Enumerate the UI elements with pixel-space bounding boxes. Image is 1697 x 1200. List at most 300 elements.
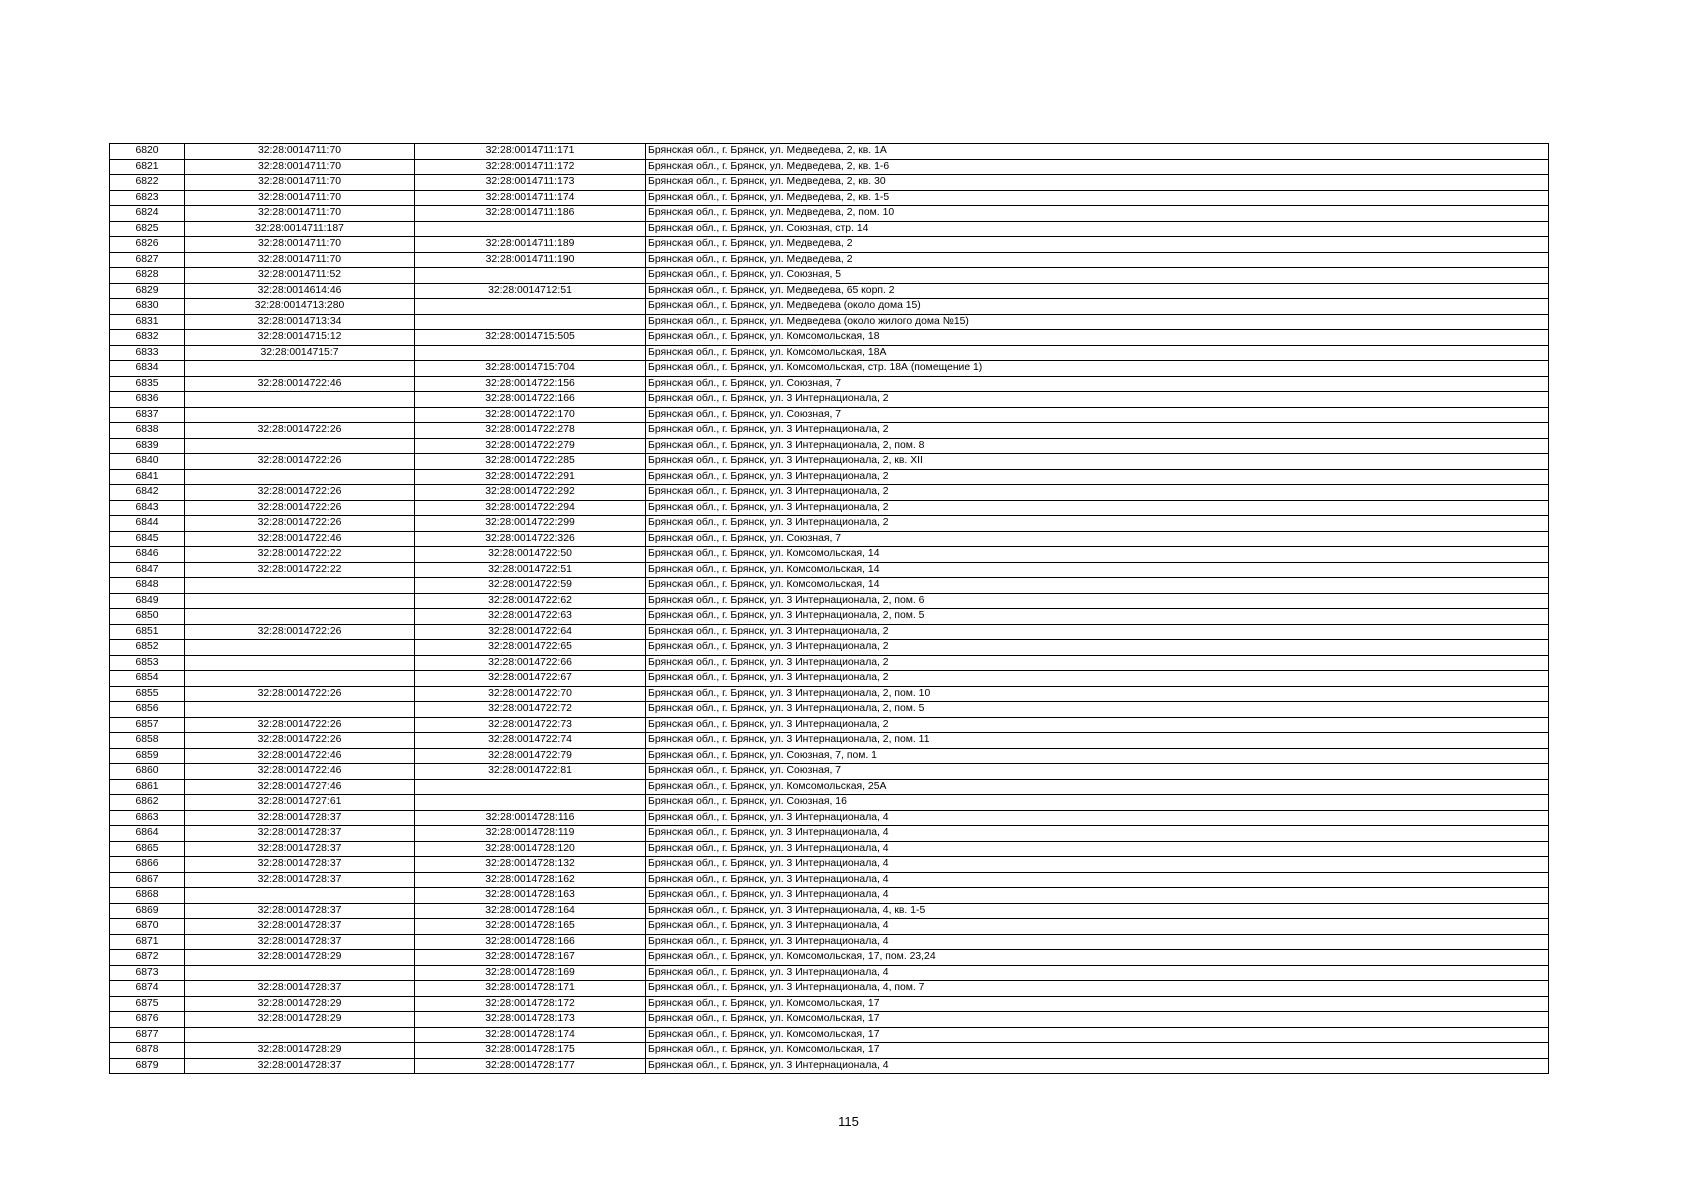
address-cell: Брянская обл., г. Брянск, ул. 3 Интернационала, 2, пом. 5	[646, 702, 1549, 718]
row-number-cell: 6860	[110, 764, 185, 780]
row-number-cell: 6871	[110, 934, 185, 950]
cadastral-number-cell: 32:28:0014711:186	[415, 206, 646, 222]
table-row	[110, 438, 1549, 454]
table-row	[110, 903, 1549, 919]
row-number-cell: 6837	[110, 407, 185, 423]
cadastral-number-cell	[415, 795, 646, 811]
cadastral-number-cell: 32:28:0014728:169	[415, 965, 646, 981]
address-cell: Брянская обл., г. Брянск, ул. Комсомольская, 17	[646, 1027, 1549, 1043]
row-number-cell: 6849	[110, 593, 185, 609]
table-row	[110, 686, 1549, 702]
row-number-cell: 6857	[110, 717, 185, 733]
parent-cadastral-number-cell	[185, 1027, 415, 1043]
table-row	[110, 237, 1549, 253]
cadastral-number-cell: 32:28:0014722:79	[415, 748, 646, 764]
address-cell: Брянская обл., г. Брянск, ул. Комсомольская, 14	[646, 547, 1549, 563]
parent-cadastral-number-cell: 32:28:0014728:37	[185, 857, 415, 873]
cadastral-number-cell: 32:28:0014722:156	[415, 376, 646, 392]
table-row	[110, 996, 1549, 1012]
row-number-cell: 6821	[110, 159, 185, 175]
address-cell: Брянская обл., г. Брянск, ул. Комсомольская, 17	[646, 1012, 1549, 1028]
property-registry-table	[109, 143, 1549, 1074]
row-number-cell: 6851	[110, 624, 185, 640]
table-row	[110, 593, 1549, 609]
address-cell: Брянская обл., г. Брянск, ул. Медведева, 2, кв. 1-5	[646, 190, 1549, 206]
table-row	[110, 826, 1549, 842]
table-row	[110, 469, 1549, 485]
address-cell: Брянская обл., г. Брянск, ул. Медведева, 2, кв. 1-6	[646, 159, 1549, 175]
parent-cadastral-number-cell: 32:28:0014715:12	[185, 330, 415, 346]
table-row	[110, 934, 1549, 950]
address-cell: Брянская обл., г. Брянск, ул. Комсомольская, 18	[646, 330, 1549, 346]
parent-cadastral-number-cell: 32:28:0014728:29	[185, 996, 415, 1012]
parent-cadastral-number-cell: 32:28:0014711:70	[185, 206, 415, 222]
parent-cadastral-number-cell: 32:28:0014722:22	[185, 562, 415, 578]
row-number-cell: 6830	[110, 299, 185, 315]
table-row	[110, 268, 1549, 284]
address-cell: Брянская обл., г. Брянск, ул. 3 Интернационала, 2, кв. XII	[646, 454, 1549, 470]
address-cell: Брянская обл., г. Брянск, ул. Союзная, 5	[646, 268, 1549, 284]
row-number-cell: 6853	[110, 655, 185, 671]
address-cell: Брянская обл., г. Брянск, ул. Медведева, 2	[646, 237, 1549, 253]
row-number-cell: 6846	[110, 547, 185, 563]
cadastral-number-cell: 32:28:0014715:704	[415, 361, 646, 377]
address-cell: Брянская обл., г. Брянск, ул. Союзная, 16	[646, 795, 1549, 811]
cadastral-number-cell: 32:28:0014728:165	[415, 919, 646, 935]
cadastral-number-cell: 32:28:0014722:70	[415, 686, 646, 702]
parent-cadastral-number-cell: 32:28:0014728:37	[185, 810, 415, 826]
address-cell: Брянская обл., г. Брянск, ул. Медведева, 2, кв. 1А	[646, 144, 1549, 160]
table-row	[110, 314, 1549, 330]
table-row	[110, 190, 1549, 206]
address-cell: Брянская обл., г. Брянск, ул. Союзная, 7	[646, 376, 1549, 392]
row-number-cell: 6867	[110, 872, 185, 888]
address-cell: Брянская обл., г. Брянск, ул. 3 Интернационала, 2	[646, 516, 1549, 532]
cadastral-number-cell	[415, 314, 646, 330]
table-row	[110, 965, 1549, 981]
address-cell: Брянская обл., г. Брянск, ул. 3 Интернационала, 2	[646, 423, 1549, 439]
address-cell: Брянская обл., г. Брянск, ул. Медведева, 65 корп. 2	[646, 283, 1549, 299]
table-row	[110, 392, 1549, 408]
cadastral-number-cell: 32:28:0014728:174	[415, 1027, 646, 1043]
address-cell: Брянская обл., г. Брянск, ул. 3 Интернационала, 4	[646, 1058, 1549, 1074]
parent-cadastral-number-cell	[185, 593, 415, 609]
parent-cadastral-number-cell: 32:28:0014728:37	[185, 919, 415, 935]
table-row	[110, 330, 1549, 346]
cadastral-number-cell: 32:28:0014728:172	[415, 996, 646, 1012]
address-cell: Брянская обл., г. Брянск, ул. 3 Интернационала, 2	[646, 624, 1549, 640]
parent-cadastral-number-cell: 32:28:0014722:26	[185, 733, 415, 749]
row-number-cell: 6826	[110, 237, 185, 253]
cadastral-number-cell	[415, 268, 646, 284]
address-cell: Брянская обл., г. Брянск, ул. 3 Интернационала, 4	[646, 965, 1549, 981]
row-number-cell: 6834	[110, 361, 185, 377]
address-cell: Брянская обл., г. Брянск, ул. Комсомольская, 18А	[646, 345, 1549, 361]
table-row	[110, 702, 1549, 718]
row-number-cell: 6854	[110, 671, 185, 687]
row-number-cell: 6872	[110, 950, 185, 966]
table-row	[110, 500, 1549, 516]
address-cell: Брянская обл., г. Брянск, ул. 3 Интернационала, 4, пом. 7	[646, 981, 1549, 997]
cadastral-number-cell: 32:28:0014728:173	[415, 1012, 646, 1028]
address-cell: Брянская обл., г. Брянск, ул. Союзная, 7	[646, 764, 1549, 780]
parent-cadastral-number-cell: 32:28:0014711:52	[185, 268, 415, 284]
parent-cadastral-number-cell	[185, 702, 415, 718]
cadastral-number-cell: 32:28:0014722:294	[415, 500, 646, 516]
row-number-cell: 6838	[110, 423, 185, 439]
parent-cadastral-number-cell: 32:28:0014727:46	[185, 779, 415, 795]
row-number-cell: 6828	[110, 268, 185, 284]
parent-cadastral-number-cell: 32:28:0014728:37	[185, 903, 415, 919]
cadastral-number-cell: 32:28:0014722:64	[415, 624, 646, 640]
address-cell: Брянская обл., г. Брянск, ул. Союзная, 7, пом. 1	[646, 748, 1549, 764]
address-cell: Брянская обл., г. Брянск, ул. 3 Интернационала, 2	[646, 671, 1549, 687]
cadastral-number-cell: 32:28:0014728:163	[415, 888, 646, 904]
cadastral-number-cell: 32:28:0014722:285	[415, 454, 646, 470]
cadastral-number-cell: 32:28:0014722:74	[415, 733, 646, 749]
table-row	[110, 407, 1549, 423]
parent-cadastral-number-cell	[185, 655, 415, 671]
parent-cadastral-number-cell	[185, 438, 415, 454]
cadastral-number-cell: 32:28:0014728:177	[415, 1058, 646, 1074]
cadastral-number-cell: 32:28:0014712:51	[415, 283, 646, 299]
row-number-cell: 6822	[110, 175, 185, 191]
address-cell: Брянская обл., г. Брянск, ул. 3 Интернационала, 2, пом. 10	[646, 686, 1549, 702]
cadastral-number-cell: 32:28:0014728:166	[415, 934, 646, 950]
table-row	[110, 609, 1549, 625]
cadastral-number-cell: 32:28:0014728:132	[415, 857, 646, 873]
cadastral-number-cell: 32:28:0014722:65	[415, 640, 646, 656]
parent-cadastral-number-cell: 32:28:0014722:26	[185, 454, 415, 470]
parent-cadastral-number-cell: 32:28:0014722:26	[185, 516, 415, 532]
parent-cadastral-number-cell: 32:28:0014722:46	[185, 376, 415, 392]
row-number-cell: 6877	[110, 1027, 185, 1043]
table-row	[110, 748, 1549, 764]
parent-cadastral-number-cell: 32:28:0014722:26	[185, 485, 415, 501]
cadastral-number-cell: 32:28:0014722:81	[415, 764, 646, 780]
cadastral-number-cell: 32:28:0014722:73	[415, 717, 646, 733]
parent-cadastral-number-cell	[185, 578, 415, 594]
row-number-cell: 6878	[110, 1043, 185, 1059]
table-row	[110, 531, 1549, 547]
row-number-cell: 6873	[110, 965, 185, 981]
parent-cadastral-number-cell: 32:28:0014711:70	[185, 190, 415, 206]
address-cell: Брянская обл., г. Брянск, ул. 3 Интернационала, 4	[646, 810, 1549, 826]
row-number-cell: 6863	[110, 810, 185, 826]
table-row	[110, 981, 1549, 997]
address-cell: Брянская обл., г. Брянск, ул. Комсомольская, 14	[646, 578, 1549, 594]
table-row	[110, 640, 1549, 656]
cadastral-number-cell: 32:28:0014722:59	[415, 578, 646, 594]
row-number-cell: 6875	[110, 996, 185, 1012]
parent-cadastral-number-cell: 32:28:0014728:37	[185, 934, 415, 950]
address-cell: Брянская обл., г. Брянск, ул. 3 Интернационала, 4	[646, 872, 1549, 888]
table-row	[110, 578, 1549, 594]
parent-cadastral-number-cell: 32:28:0014713:34	[185, 314, 415, 330]
address-cell: Брянская обл., г. Брянск, ул. Комсомольская, стр. 18А (помещение 1)	[646, 361, 1549, 377]
parent-cadastral-number-cell: 32:28:0014711:70	[185, 144, 415, 160]
cadastral-number-cell: 32:28:0014711:174	[415, 190, 646, 206]
row-number-cell: 6845	[110, 531, 185, 547]
parent-cadastral-number-cell	[185, 392, 415, 408]
cadastral-number-cell: 32:28:0014722:291	[415, 469, 646, 485]
parent-cadastral-number-cell	[185, 609, 415, 625]
cadastral-number-cell: 32:28:0014722:326	[415, 531, 646, 547]
cadastral-number-cell: 32:28:0014722:62	[415, 593, 646, 609]
address-cell: Брянская обл., г. Брянск, ул. 3 Интернационала, 4	[646, 888, 1549, 904]
table-row	[110, 206, 1549, 222]
table-row	[110, 810, 1549, 826]
parent-cadastral-number-cell: 32:28:0014722:22	[185, 547, 415, 563]
parent-cadastral-number-cell: 32:28:0014711:70	[185, 252, 415, 268]
parent-cadastral-number-cell: 32:28:0014728:37	[185, 1058, 415, 1074]
cadastral-number-cell	[415, 779, 646, 795]
address-cell: Брянская обл., г. Брянск, ул. 3 Интернационала, 2	[646, 392, 1549, 408]
cadastral-number-cell: 32:28:0014722:72	[415, 702, 646, 718]
cadastral-number-cell: 32:28:0014728:120	[415, 841, 646, 857]
row-number-cell: 6876	[110, 1012, 185, 1028]
cadastral-number-cell: 32:28:0014711:173	[415, 175, 646, 191]
address-cell: Брянская обл., г. Брянск, ул. 3 Интернационала, 2	[646, 640, 1549, 656]
cadastral-number-cell	[415, 345, 646, 361]
table-row	[110, 1043, 1549, 1059]
cadastral-number-cell: 32:28:0014722:67	[415, 671, 646, 687]
parent-cadastral-number-cell: 32:28:0014727:61	[185, 795, 415, 811]
table-row	[110, 950, 1549, 966]
parent-cadastral-number-cell: 32:28:0014728:37	[185, 981, 415, 997]
cadastral-number-cell: 32:28:0014728:164	[415, 903, 646, 919]
row-number-cell: 6833	[110, 345, 185, 361]
row-number-cell: 6824	[110, 206, 185, 222]
row-number-cell: 6874	[110, 981, 185, 997]
cadastral-number-cell: 32:28:0014722:299	[415, 516, 646, 532]
table-row	[110, 795, 1549, 811]
row-number-cell: 6842	[110, 485, 185, 501]
row-number-cell: 6832	[110, 330, 185, 346]
parent-cadastral-number-cell	[185, 407, 415, 423]
parent-cadastral-number-cell: 32:28:0014711:70	[185, 237, 415, 253]
address-cell: Брянская обл., г. Брянск, ул. Комсомольская, 17	[646, 996, 1549, 1012]
table-row	[110, 841, 1549, 857]
row-number-cell: 6840	[110, 454, 185, 470]
address-cell: Брянская обл., г. Брянск, ул. Союзная, 7	[646, 407, 1549, 423]
cadastral-number-cell: 32:28:0014711:172	[415, 159, 646, 175]
parent-cadastral-number-cell: 32:28:0014728:29	[185, 1043, 415, 1059]
address-cell: Брянская обл., г. Брянск, ул. Союзная, 7	[646, 531, 1549, 547]
address-cell: Брянская обл., г. Брянск, ул. Комсомольская, 17, пом. 23,24	[646, 950, 1549, 966]
table-row	[110, 1058, 1549, 1074]
parent-cadastral-number-cell	[185, 965, 415, 981]
table-row	[110, 345, 1549, 361]
row-number-cell: 6844	[110, 516, 185, 532]
row-number-cell: 6829	[110, 283, 185, 299]
parent-cadastral-number-cell	[185, 671, 415, 687]
parent-cadastral-number-cell: 32:28:0014728:37	[185, 841, 415, 857]
table-row	[110, 1027, 1549, 1043]
row-number-cell: 6859	[110, 748, 185, 764]
page-number: 115	[838, 1114, 859, 1129]
row-number-cell: 6820	[110, 144, 185, 160]
address-cell: Брянская обл., г. Брянск, ул. Союзная, стр. 14	[646, 221, 1549, 237]
row-number-cell: 6827	[110, 252, 185, 268]
address-cell: Брянская обл., г. Брянск, ул. 3 Интернационала, 2, пом. 6	[646, 593, 1549, 609]
table-row	[110, 283, 1549, 299]
cadastral-number-cell: 32:28:0014722:50	[415, 547, 646, 563]
address-cell: Брянская обл., г. Брянск, ул. 3 Интернационала, 2	[646, 485, 1549, 501]
cadastral-number-cell: 32:28:0014711:189	[415, 237, 646, 253]
row-number-cell: 6831	[110, 314, 185, 330]
row-number-cell: 6879	[110, 1058, 185, 1074]
address-cell: Брянская обл., г. Брянск, ул. 3 Интернационала, 2, пом. 8	[646, 438, 1549, 454]
parent-cadastral-number-cell: 32:28:0014722:26	[185, 717, 415, 733]
cadastral-number-cell: 32:28:0014728:171	[415, 981, 646, 997]
cadastral-number-cell: 32:28:0014722:278	[415, 423, 646, 439]
address-cell: Брянская обл., г. Брянск, ул. 3 Интернационала, 2	[646, 469, 1549, 485]
row-number-cell: 6865	[110, 841, 185, 857]
parent-cadastral-number-cell: 32:28:0014722:26	[185, 423, 415, 439]
table-row	[110, 919, 1549, 935]
parent-cadastral-number-cell: 32:28:0014715:7	[185, 345, 415, 361]
table-row	[110, 485, 1549, 501]
address-cell: Брянская обл., г. Брянск, ул. 3 Интернационала, 2	[646, 500, 1549, 516]
address-cell: Брянская обл., г. Брянск, ул. 3 Интернационала, 4	[646, 919, 1549, 935]
address-cell: Брянская обл., г. Брянск, ул. 3 Интернационала, 4	[646, 826, 1549, 842]
address-cell: Брянская обл., г. Брянск, ул. 3 Интернационала, 4, кв. 1-5	[646, 903, 1549, 919]
parent-cadastral-number-cell: 32:28:0014722:26	[185, 624, 415, 640]
row-number-cell: 6841	[110, 469, 185, 485]
address-cell: Брянская обл., г. Брянск, ул. Комсомольская, 25А	[646, 779, 1549, 795]
row-number-cell: 6861	[110, 779, 185, 795]
address-cell: Брянская обл., г. Брянск, ул. Медведева, 2, кв. 30	[646, 175, 1549, 191]
parent-cadastral-number-cell: 32:28:0014711:70	[185, 159, 415, 175]
parent-cadastral-number-cell: 32:28:0014614:46	[185, 283, 415, 299]
cadastral-number-cell: 32:28:0014728:162	[415, 872, 646, 888]
table-row	[110, 252, 1549, 268]
row-number-cell: 6868	[110, 888, 185, 904]
table-row	[110, 175, 1549, 191]
table-row	[110, 888, 1549, 904]
table-row	[110, 624, 1549, 640]
table-row	[110, 764, 1549, 780]
row-number-cell: 6864	[110, 826, 185, 842]
row-number-cell: 6856	[110, 702, 185, 718]
table-row	[110, 733, 1549, 749]
row-number-cell: 6825	[110, 221, 185, 237]
table-row	[110, 221, 1549, 237]
address-cell: Брянская обл., г. Брянск, ул. Медведева, 2, пом. 10	[646, 206, 1549, 222]
cadastral-number-cell: 32:28:0014722:63	[415, 609, 646, 625]
table-row	[110, 562, 1549, 578]
address-cell: Брянская обл., г. Брянск, ул. Комсомольская, 14	[646, 562, 1549, 578]
row-number-cell: 6866	[110, 857, 185, 873]
parent-cadastral-number-cell: 32:28:0014722:46	[185, 764, 415, 780]
cadastral-number-cell: 32:28:0014711:171	[415, 144, 646, 160]
row-number-cell: 6835	[110, 376, 185, 392]
address-cell: Брянская обл., г. Брянск, ул. 3 Интернационала, 4	[646, 934, 1549, 950]
address-cell: Брянская обл., г. Брянск, ул. 3 Интернационала, 2	[646, 717, 1549, 733]
cadastral-number-cell: 32:28:0014715:505	[415, 330, 646, 346]
cadastral-number-cell: 32:28:0014722:51	[415, 562, 646, 578]
parent-cadastral-number-cell: 32:28:0014722:46	[185, 531, 415, 547]
cadastral-number-cell: 32:28:0014711:190	[415, 252, 646, 268]
address-cell: Брянская обл., г. Брянск, ул. Медведева, 2	[646, 252, 1549, 268]
address-cell: Брянская обл., г. Брянск, ул. 3 Интернационала, 4	[646, 857, 1549, 873]
row-number-cell: 6848	[110, 578, 185, 594]
row-number-cell: 6855	[110, 686, 185, 702]
parent-cadastral-number-cell: 32:28:0014722:26	[185, 500, 415, 516]
table-row	[110, 144, 1549, 160]
address-cell: Брянская обл., г. Брянск, ул. 3 Интернационала, 4	[646, 841, 1549, 857]
cadastral-number-cell: 32:28:0014728:175	[415, 1043, 646, 1059]
parent-cadastral-number-cell	[185, 640, 415, 656]
table-row	[110, 376, 1549, 392]
row-number-cell: 6843	[110, 500, 185, 516]
table-row	[110, 857, 1549, 873]
cadastral-number-cell: 32:28:0014722:166	[415, 392, 646, 408]
parent-cadastral-number-cell: 32:28:0014728:29	[185, 1012, 415, 1028]
table-row	[110, 547, 1549, 563]
table-row	[110, 671, 1549, 687]
parent-cadastral-number-cell: 32:28:0014711:70	[185, 175, 415, 191]
table-row	[110, 454, 1549, 470]
address-cell: Брянская обл., г. Брянск, ул. 3 Интернационала, 2	[646, 655, 1549, 671]
cadastral-number-cell: 32:28:0014722:66	[415, 655, 646, 671]
table-row	[110, 361, 1549, 377]
parent-cadastral-number-cell: 32:28:0014722:46	[185, 748, 415, 764]
row-number-cell: 6823	[110, 190, 185, 206]
row-number-cell: 6870	[110, 919, 185, 935]
cadastral-number-cell: 32:28:0014722:279	[415, 438, 646, 454]
table-row	[110, 299, 1549, 315]
table-row	[110, 423, 1549, 439]
row-number-cell: 6847	[110, 562, 185, 578]
table-row	[110, 655, 1549, 671]
cadastral-number-cell: 32:28:0014728:116	[415, 810, 646, 826]
parent-cadastral-number-cell: 32:28:0014722:26	[185, 686, 415, 702]
row-number-cell: 6839	[110, 438, 185, 454]
table-row	[110, 1012, 1549, 1028]
parent-cadastral-number-cell: 32:28:0014728:37	[185, 872, 415, 888]
row-number-cell: 6850	[110, 609, 185, 625]
cadastral-number-cell	[415, 221, 646, 237]
cadastral-number-cell: 32:28:0014722:292	[415, 485, 646, 501]
registry-table-body	[110, 144, 1549, 1074]
row-number-cell: 6862	[110, 795, 185, 811]
table-row	[110, 872, 1549, 888]
address-cell: Брянская обл., г. Брянск, ул. Комсомольская, 17	[646, 1043, 1549, 1059]
parent-cadastral-number-cell	[185, 469, 415, 485]
address-cell: Брянская обл., г. Брянск, ул. Медведева (около жилого дома №15)	[646, 314, 1549, 330]
row-number-cell: 6869	[110, 903, 185, 919]
address-cell: Брянская обл., г. Брянск, ул. 3 Интернационала, 2, пом. 5	[646, 609, 1549, 625]
row-number-cell: 6836	[110, 392, 185, 408]
parent-cadastral-number-cell	[185, 888, 415, 904]
table-row	[110, 159, 1549, 175]
table-row	[110, 516, 1549, 532]
address-cell: Брянская обл., г. Брянск, ул. 3 Интернационала, 2, пом. 11	[646, 733, 1549, 749]
parent-cadastral-number-cell: 32:28:0014713:280	[185, 299, 415, 315]
parent-cadastral-number-cell	[185, 361, 415, 377]
table-row	[110, 717, 1549, 733]
cadastral-number-cell: 32:28:0014728:119	[415, 826, 646, 842]
cadastral-number-cell: 32:28:0014722:170	[415, 407, 646, 423]
address-cell: Брянская обл., г. Брянск, ул. Медведева (около дома 15)	[646, 299, 1549, 315]
parent-cadastral-number-cell: 32:28:0014711:187	[185, 221, 415, 237]
table-row	[110, 779, 1549, 795]
cadastral-number-cell	[415, 299, 646, 315]
parent-cadastral-number-cell: 32:28:0014728:37	[185, 826, 415, 842]
row-number-cell: 6852	[110, 640, 185, 656]
